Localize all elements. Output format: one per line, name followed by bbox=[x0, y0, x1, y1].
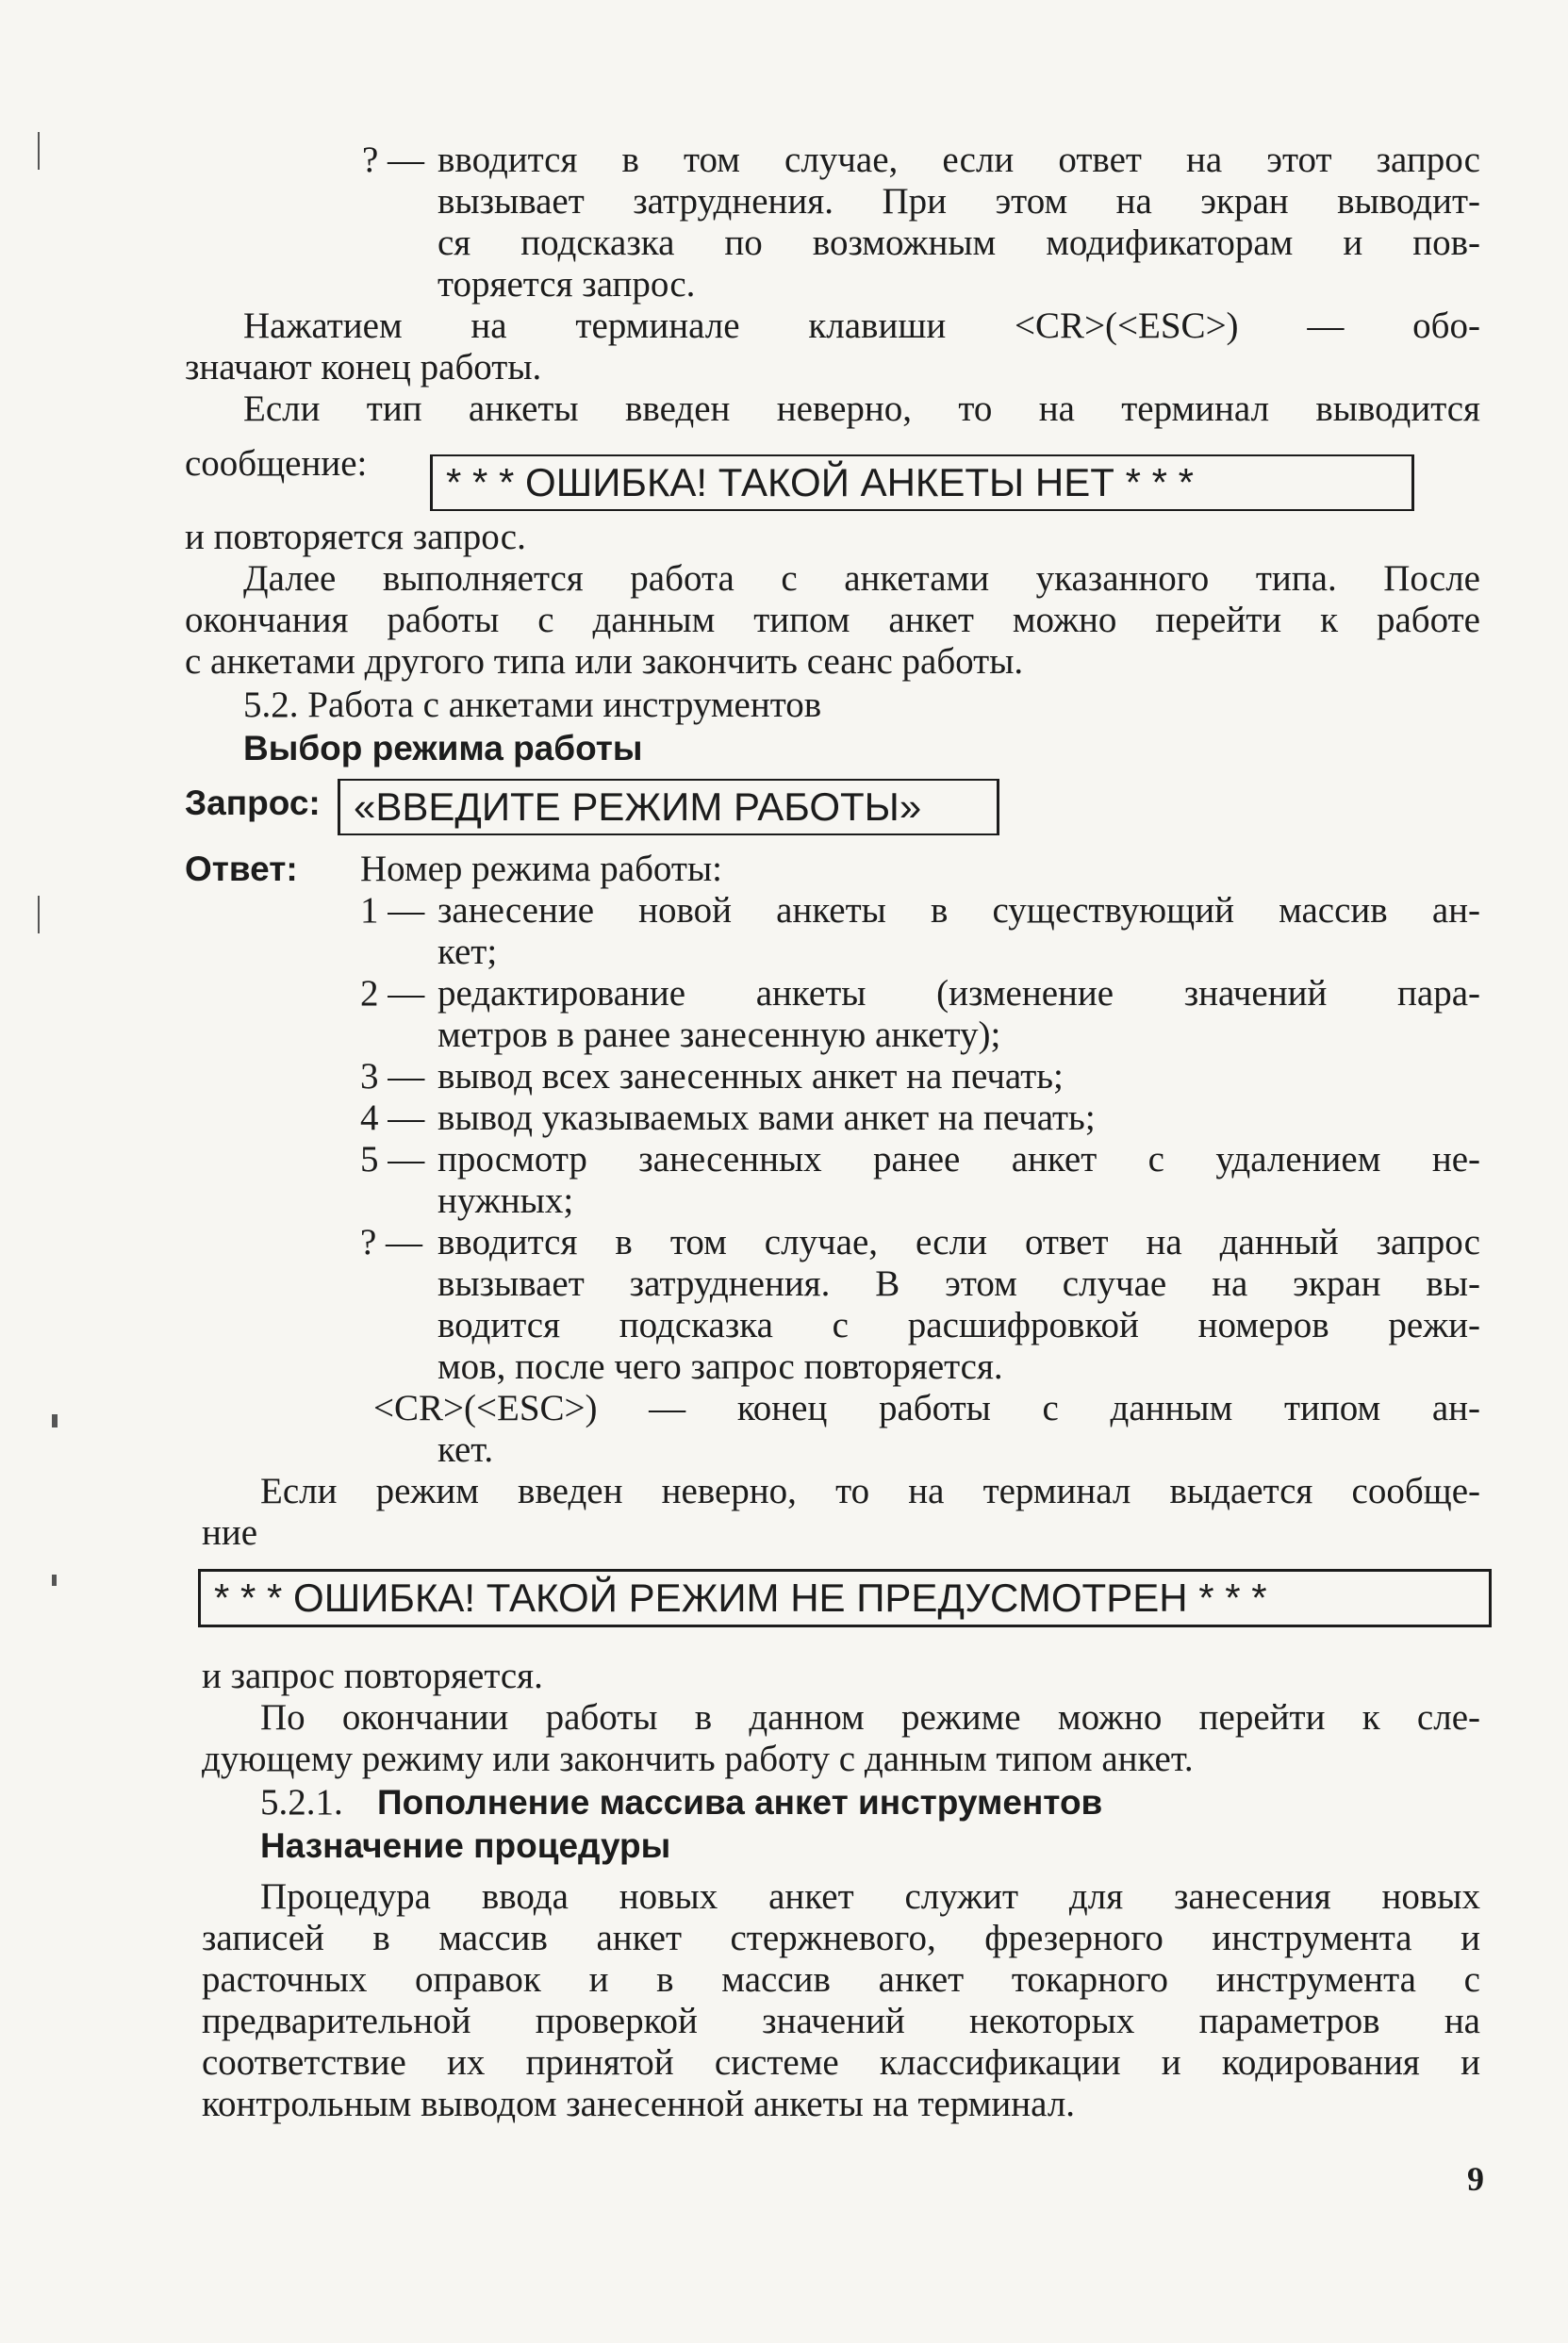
text-line: ние bbox=[202, 1512, 258, 1553]
text-line: с анкетами другого типа или закончить сеанс работы. bbox=[185, 641, 1024, 682]
list-item-number: 2 — bbox=[360, 973, 425, 1014]
text-line: вводится в том случае, если ответ на этот запрос bbox=[437, 140, 1480, 180]
text-line: дующему режиму или закончить работу с данным типом анкет. bbox=[202, 1739, 1194, 1779]
margin-mark bbox=[38, 896, 40, 933]
subsection-heading: Назначение процедуры bbox=[260, 1826, 671, 1865]
list-item-number: 3 — bbox=[360, 1056, 425, 1097]
text-line: По окончании работы в данном режиме можно перейти к сле- bbox=[260, 1697, 1480, 1738]
query-box: «ВВЕДИТЕ РЕЖИМ РАБОТЫ» bbox=[338, 779, 999, 835]
query-label: Запрос: bbox=[185, 784, 321, 822]
list-item bbox=[437, 1097, 1480, 1139]
text-line: Если режим введен неверно, то на терминал выдается сообще- bbox=[260, 1471, 1480, 1511]
error-message-box: * * * ОШИБКА! ТАКОЙ РЕЖИМ НЕ ПРЕДУСМОТРЕН * * * bbox=[198, 1569, 1492, 1627]
text-line: соответствие их принятой системе классификации и кодирования и bbox=[202, 2042, 1480, 2083]
list-item-number: ? — bbox=[360, 1222, 423, 1262]
list-item-number: 4 — bbox=[360, 1097, 425, 1138]
text-line: значают конец работы. bbox=[185, 347, 542, 388]
paragraph bbox=[202, 1697, 1480, 1780]
text-line: просмотр занесенных ранее анкет с удалением не- bbox=[437, 1139, 1480, 1180]
text-line: Если тип анкеты введен неверно, то на терминал выводится bbox=[243, 388, 1480, 429]
text-line: мов, после чего запрос повторяется. bbox=[437, 1346, 1003, 1387]
text-line: водится подсказка с расшифровкой номеров режи- bbox=[437, 1305, 1480, 1345]
text-line: редактирование анкеты (изменение значений пара- bbox=[437, 973, 1480, 1014]
text-line: записей в массив анкет стержневого, фрезерного инструмента и bbox=[202, 1918, 1480, 1958]
paragraph bbox=[202, 1876, 1480, 2125]
question-paragraph bbox=[437, 140, 1480, 305]
paragraph bbox=[185, 388, 1480, 430]
answer-intro: Номер режима работы: bbox=[360, 849, 722, 889]
list-item bbox=[373, 1388, 1480, 1471]
text-line: <CR>(<ESC>) — конец работы с данным типом ан- bbox=[373, 1388, 1480, 1428]
text-line: кет. bbox=[437, 1429, 494, 1470]
list-item-number: 1 — bbox=[360, 890, 425, 931]
text-line: контрольным выводом занесенной анкеты на терминал. bbox=[202, 2084, 1076, 2124]
list-item bbox=[437, 1139, 1480, 1222]
list-item bbox=[437, 890, 1480, 973]
page-number: 9 bbox=[1467, 2160, 1484, 2198]
text-line: вызывает затруднения. В этом случае на экран вы- bbox=[437, 1263, 1480, 1304]
margin-mark bbox=[38, 132, 40, 170]
text-line: Далее выполняется работа с анкетами указанного типа. После bbox=[243, 558, 1480, 599]
text-line: вывод всех занесенных анкет на печать; bbox=[437, 1056, 1064, 1097]
section-number: 5.2.1. bbox=[260, 1782, 343, 1823]
paragraph bbox=[185, 305, 1480, 388]
text-line: вызывает затруднения. При этом на экран выводит- bbox=[437, 181, 1480, 222]
paragraph bbox=[202, 1471, 1480, 1554]
text-line: и запрос повторяется. bbox=[202, 1656, 543, 1696]
section-heading: Пополнение массива анкет инструментов bbox=[377, 1783, 1103, 1822]
text-line: вывод указываемых вами анкет на печать; bbox=[437, 1097, 1096, 1138]
text-line: нужных; bbox=[437, 1180, 574, 1221]
margin-mark bbox=[52, 1414, 58, 1427]
text-line: торяется запрос. bbox=[437, 264, 696, 305]
text-line: метров в ранее занесенную анкету); bbox=[437, 1015, 1001, 1055]
list-item-number: 5 — bbox=[360, 1139, 425, 1180]
text-line: и повторяется запрос. bbox=[185, 517, 526, 557]
text-line: вводится в том случае, если ответ на данный запрос bbox=[437, 1222, 1480, 1262]
text-line: расточных оправок и в массив анкет токарного инструмента с bbox=[202, 1959, 1480, 2000]
text-line: предварительной проверкой значений некоторых параметров на bbox=[202, 2001, 1480, 2041]
margin-mark bbox=[52, 1575, 57, 1586]
answer-label: Ответ: bbox=[185, 850, 298, 888]
subsection-heading: Выбор режима работы bbox=[243, 729, 643, 767]
error-message-box: * * * ОШИБКА! ТАКОЙ АНКЕТЫ НЕТ * * * bbox=[430, 454, 1414, 511]
list-item bbox=[437, 1056, 1480, 1097]
section-heading: 5.2. Работа с анкетами инструментов bbox=[243, 685, 822, 725]
paragraph bbox=[185, 558, 1480, 683]
question-marker: ? — bbox=[362, 140, 425, 180]
text-line: ся подсказка по возможным модификаторам и пов- bbox=[437, 223, 1480, 263]
list-item bbox=[437, 973, 1480, 1056]
text-line: окончания работы с данным типом анкет можно перейти к работе bbox=[185, 600, 1480, 640]
text-line: Процедура ввода новых анкет служит для занесения новых bbox=[260, 1876, 1480, 1917]
text-line: занесение новой анкеты в существующий массив ан- bbox=[437, 890, 1480, 931]
list-item bbox=[437, 1222, 1480, 1388]
text-line: Нажатием на терминале клавиши <CR>(<ESC>) — обо- bbox=[243, 305, 1480, 346]
text-line: кет; bbox=[437, 932, 498, 972]
message-label: сообщение: bbox=[185, 443, 368, 484]
